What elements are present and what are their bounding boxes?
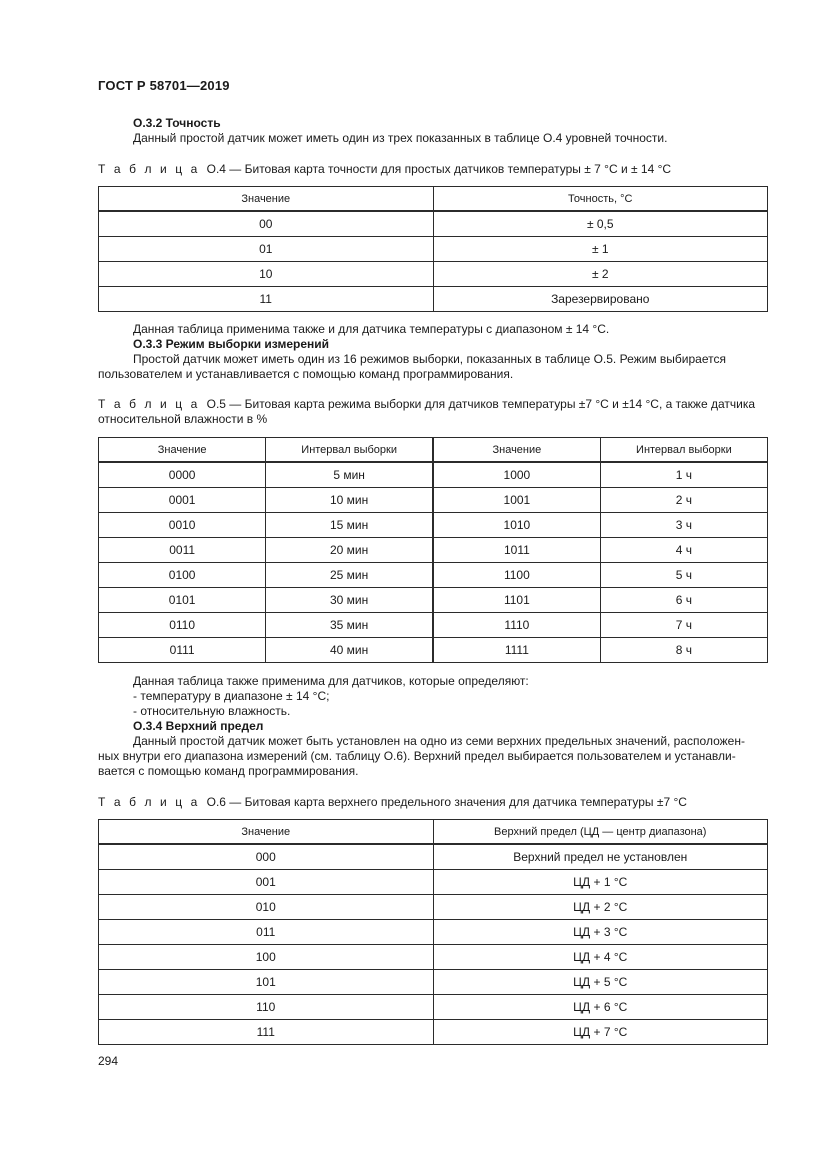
section-text-o33-line2: пользователем и устанавливается с помощью команд программирования. xyxy=(98,367,514,381)
table-note-o5-line1: Данная таблица также применима для датчиков, которые определяют: xyxy=(133,674,529,688)
table-cell: 0010 xyxy=(99,513,266,538)
table-label: Т а б л и ц а xyxy=(98,795,200,809)
table-cell: ± 1 xyxy=(433,237,768,262)
table-cell: 1000 xyxy=(433,462,600,488)
table-row xyxy=(99,287,768,312)
table-row xyxy=(99,563,768,588)
section-text-o34-line2: ных внутри его диапазона измерений (см. таблицу О.6). Верхний предел выбирается пользователем и устанавли- xyxy=(98,749,736,763)
table-cell: 5 мин xyxy=(266,462,433,488)
table-cell: 110 xyxy=(99,995,434,1020)
table-cell: ± 0,5 xyxy=(433,211,768,237)
table-cell: 1110 xyxy=(433,613,600,638)
table-cell: ЦД + 5 °С xyxy=(433,970,768,995)
table-cell: ЦД + 2 °С xyxy=(433,895,768,920)
table-cell: 101 xyxy=(99,970,434,995)
table-cell: 001 xyxy=(99,870,434,895)
table-cell: 0001 xyxy=(99,488,266,513)
table-cell: 11 xyxy=(99,287,434,312)
section-text-o34-line3: вается с помощью команд программирования. xyxy=(98,764,359,778)
column-header: Значение xyxy=(99,187,434,212)
document-header: ГОСТ Р 58701—2019 xyxy=(98,78,230,93)
table-label: Т а б л и ц а xyxy=(98,162,200,176)
table-cell: 1111 xyxy=(433,638,600,663)
table-row xyxy=(99,462,768,488)
section-text-o34-line1: Данный простой датчик может быть установлен на одно из семи верхних предельных значений, расположен- xyxy=(133,734,745,748)
table-row xyxy=(99,588,768,613)
table-cell: 111 xyxy=(99,1020,434,1045)
table-cell: 7 ч xyxy=(600,613,767,638)
table-cell: ЦД + 3 °С xyxy=(433,920,768,945)
table-row xyxy=(99,237,768,262)
table-cell: 100 xyxy=(99,945,434,970)
table-caption-text: О.6 — Битовая карта верхнего предельного значения для датчика температуры ±7 °С xyxy=(206,795,687,809)
table-row xyxy=(99,488,768,513)
table-cell: 8 ч xyxy=(600,638,767,663)
table-row xyxy=(99,895,768,920)
table-cell: 0011 xyxy=(99,538,266,563)
table-cell: 0101 xyxy=(99,588,266,613)
table-cell: 3 ч xyxy=(600,513,767,538)
column-header: Интервал выборки xyxy=(266,438,433,463)
table-cell: 4 ч xyxy=(600,538,767,563)
table-caption-o4 xyxy=(98,162,768,177)
table-caption-text: О.4 — Битовая карта точности для простых датчиков температуры ± 7 °С и ± 14 °С xyxy=(206,162,672,176)
table-row xyxy=(99,970,768,995)
page-number: 294 xyxy=(98,1054,119,1068)
column-header: Значение xyxy=(99,438,266,463)
table-row xyxy=(99,1020,768,1045)
table-header-row xyxy=(99,187,768,212)
table-cell: 0111 xyxy=(99,638,266,663)
table-cell: 5 ч xyxy=(600,563,767,588)
table-cell: 20 мин xyxy=(266,538,433,563)
table-row xyxy=(99,920,768,945)
table-note-o5-line2: - температуру в диапазоне ± 14 °С; xyxy=(133,689,330,703)
table-row xyxy=(99,262,768,287)
table-row xyxy=(99,844,768,870)
table-cell: 2 ч xyxy=(600,488,767,513)
table-cell: 25 мин xyxy=(266,563,433,588)
column-header: Значение xyxy=(99,820,434,845)
table-row xyxy=(99,211,768,237)
table-cell: 30 мин xyxy=(266,588,433,613)
table-label: Т а б л и ц а xyxy=(98,397,200,411)
table-cell: 011 xyxy=(99,920,434,945)
table-cell: 40 мин xyxy=(266,638,433,663)
table-cell: 10 мин xyxy=(266,488,433,513)
table-row xyxy=(99,513,768,538)
table-o4 xyxy=(98,186,768,312)
table-cell: 35 мин xyxy=(266,613,433,638)
table-header-row xyxy=(99,438,768,463)
table-caption-text: О.5 — Битовая карта режима выборки для датчиков температуры ±7 °С и ±14 °С, а также датчика xyxy=(206,397,755,411)
table-cell: 01 xyxy=(99,237,434,262)
table-cell: ЦД + 4 °С xyxy=(433,945,768,970)
table-cell: 1 ч xyxy=(600,462,767,488)
table-row xyxy=(99,638,768,663)
table-cell: ± 2 xyxy=(433,262,768,287)
table-cell: 1011 xyxy=(433,538,600,563)
table-cell: 6 ч xyxy=(600,588,767,613)
table-cell: ЦД + 6 °С xyxy=(433,995,768,1020)
table-caption-o5-line2: относительной влажности в % xyxy=(98,412,268,426)
table-o5 xyxy=(98,437,768,663)
table-cell: 1100 xyxy=(433,563,600,588)
column-header: Точность, °С xyxy=(433,187,768,212)
table-note-o4: Данная таблица применима также и для датчика температуры с диапазоном ± 14 °С. xyxy=(133,322,610,336)
section-heading-o33: О.3.3 Режим выборки измерений xyxy=(133,337,330,351)
table-row xyxy=(99,613,768,638)
table-cell: 1101 xyxy=(433,588,600,613)
table-cell: 010 xyxy=(99,895,434,920)
table-cell: ЦД + 1 °С xyxy=(433,870,768,895)
table-caption-o5 xyxy=(98,397,768,412)
table-cell: 1001 xyxy=(433,488,600,513)
column-header: Верхний предел (ЦД — центр диапазона) xyxy=(433,820,768,845)
table-row xyxy=(99,870,768,895)
column-header: Значение xyxy=(433,438,600,463)
table-header-row xyxy=(99,820,768,845)
table-cell: ЦД + 7 °С xyxy=(433,1020,768,1045)
column-header: Интервал выборки xyxy=(600,438,767,463)
section-heading-o34: О.3.4 Верхний предел xyxy=(133,719,264,733)
table-cell: 00 xyxy=(99,211,434,237)
table-cell: 0100 xyxy=(99,563,266,588)
table-caption-o6 xyxy=(98,795,768,810)
table-cell: Зарезервировано xyxy=(433,287,768,312)
table-note-o5-line3: - относительную влажность. xyxy=(133,704,291,718)
table-cell: 0110 xyxy=(99,613,266,638)
section-text-o32: Данный простой датчик может иметь один из трех показанных в таблице О.4 уровней точности. xyxy=(133,131,668,145)
table-cell: 10 xyxy=(99,262,434,287)
section-heading-o32: О.3.2 Точность xyxy=(133,116,221,130)
table-cell: 15 мин xyxy=(266,513,433,538)
table-cell: 0000 xyxy=(99,462,266,488)
table-cell: Верхний предел не установлен xyxy=(433,844,768,870)
table-cell: 000 xyxy=(99,844,434,870)
table-row xyxy=(99,995,768,1020)
section-text-o33-line1: Простой датчик может иметь один из 16 режимов выборки, показанных в таблице О.5. Режим выбирается xyxy=(133,352,726,366)
table-o6 xyxy=(98,819,768,1045)
table-row xyxy=(99,538,768,563)
table-cell: 1010 xyxy=(433,513,600,538)
table-row xyxy=(99,945,768,970)
